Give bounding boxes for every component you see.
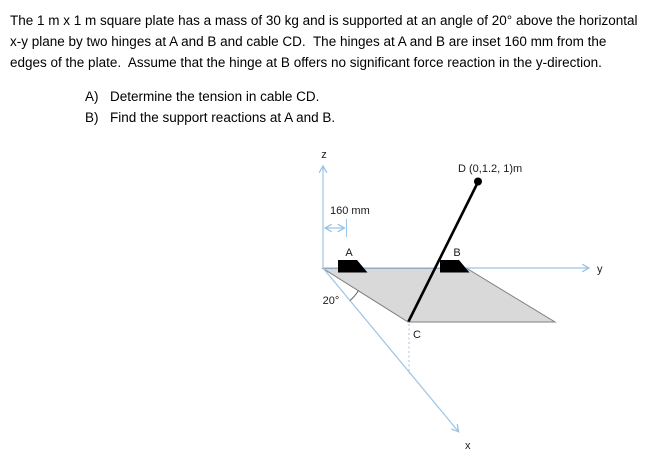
question-b-text: Find the support reactions at A and B.: [110, 110, 336, 125]
hinge-a: [338, 260, 368, 273]
point-c-label: C: [413, 329, 421, 341]
question-a-text: Determine the tension in cable CD.: [110, 89, 320, 104]
angle-label: 20°: [322, 295, 340, 307]
point-b-label: B: [453, 247, 461, 259]
dimension-label: 160 mm: [330, 205, 370, 217]
statement-line-2: x-y plane by two hinges at A and B and cable CD. The hinges at A and B are inset 160 mm from the: [10, 34, 607, 49]
z-axis-label: z: [321, 149, 327, 161]
x-axis-label: x: [465, 440, 471, 452]
angle-arc: [350, 291, 359, 301]
point-d-dot: [474, 178, 482, 186]
square-plate: [323, 269, 555, 323]
question-b-label: B): [85, 110, 99, 125]
statement-line-3: edges of the plate. Assume that the hinge at B offers no significant force reaction in the y-direction.: [10, 55, 602, 70]
y-axis-label: y: [597, 263, 603, 276]
hinge-b: [440, 260, 470, 273]
point-d-label: D (0,1.2, 1)m: [458, 163, 523, 175]
point-a-label: A: [345, 247, 353, 259]
question-a-label: A): [85, 89, 99, 104]
statement-line-1: The 1 m x 1 m square plate has a mass of 30 kg and is supported at an angle of 20° above the horizontal: [10, 13, 638, 28]
